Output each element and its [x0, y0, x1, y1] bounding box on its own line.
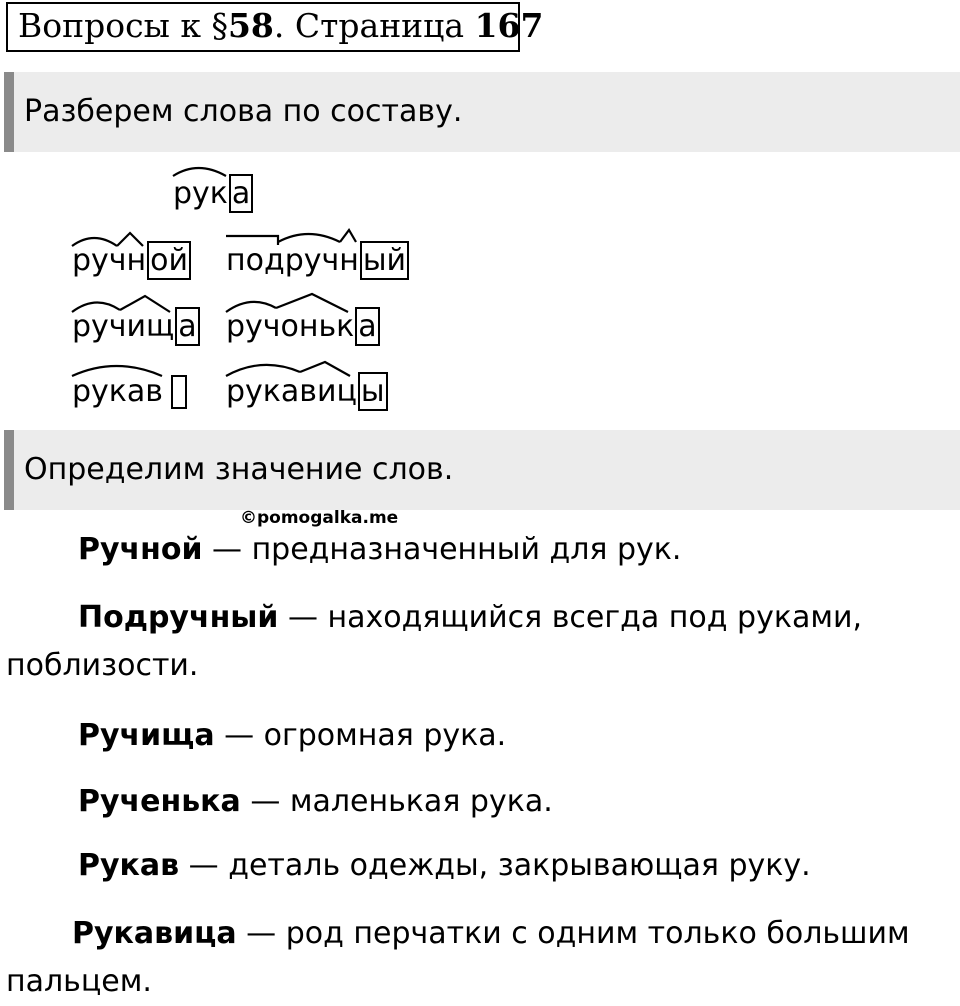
definition-term: Рукав — [78, 848, 180, 883]
ending-box: ой — [147, 241, 191, 280]
root-arc — [72, 238, 117, 246]
definition-paragraph — [6, 778, 926, 826]
word-stem: рук — [173, 176, 228, 211]
ending-box: ы — [358, 372, 388, 411]
word-stem: ручоньк — [226, 309, 355, 344]
ending-box: а — [355, 307, 379, 346]
definition-text: — род перчатки с одним только большим пальцем. — [6, 916, 910, 999]
title-section-number: 58 — [227, 6, 274, 45]
root-arc — [226, 365, 300, 376]
title-page-number: 167 — [474, 6, 544, 45]
section-heading: Определим значение слов. — [24, 452, 454, 487]
definition-text: — деталь одежды, закрывающая руку. — [179, 848, 811, 883]
title-page-label: . Страница — [273, 6, 475, 45]
definition-paragraph — [6, 526, 926, 574]
prefix-mark — [226, 236, 278, 245]
word-stem: ручн — [72, 243, 147, 278]
suffix-mark — [120, 296, 170, 312]
watermark: ©pomogalka.me — [240, 508, 399, 528]
ending-box: ый — [360, 241, 409, 280]
root-arc — [173, 168, 226, 176]
suffix-mark — [117, 233, 143, 246]
root-arc — [72, 302, 120, 312]
suffix-mark — [276, 294, 348, 312]
definition-paragraph — [6, 594, 926, 690]
section-heading: Разберем слова по составу. — [24, 94, 463, 129]
definition-paragraph — [6, 712, 926, 760]
ending-box: а — [229, 174, 253, 213]
ending-box: а — [175, 307, 199, 346]
definition-text: — предназначенный для рук. — [202, 532, 682, 567]
definition-paragraph — [6, 842, 926, 890]
definition-term: Подручный — [78, 600, 279, 635]
definition-text: — огромная рука. — [214, 718, 507, 753]
definition-term: Рукавица — [72, 916, 237, 951]
root-arc — [278, 234, 340, 242]
suffix-mark — [300, 362, 350, 376]
title-prefix: Вопросы к § — [18, 6, 228, 45]
suffix-mark — [340, 230, 356, 242]
root-arc — [226, 302, 276, 312]
definition-text: — находящийся всегда под руками, поблизости. — [6, 600, 863, 683]
word-stem: ручищ — [72, 309, 175, 344]
definition-text: — маленькая рука. — [240, 784, 553, 819]
word-stem: рукав — [72, 374, 163, 409]
definition-term: Рученька — [78, 784, 241, 819]
word-stem: рукавиц — [226, 374, 357, 409]
definition-paragraph — [6, 910, 926, 1006]
definition-term: Ручной — [78, 532, 203, 567]
section-heading-band — [4, 430, 960, 510]
definition-term: Ручища — [78, 718, 215, 753]
root-arc — [72, 366, 162, 376]
word-stem: подручн — [226, 243, 359, 278]
